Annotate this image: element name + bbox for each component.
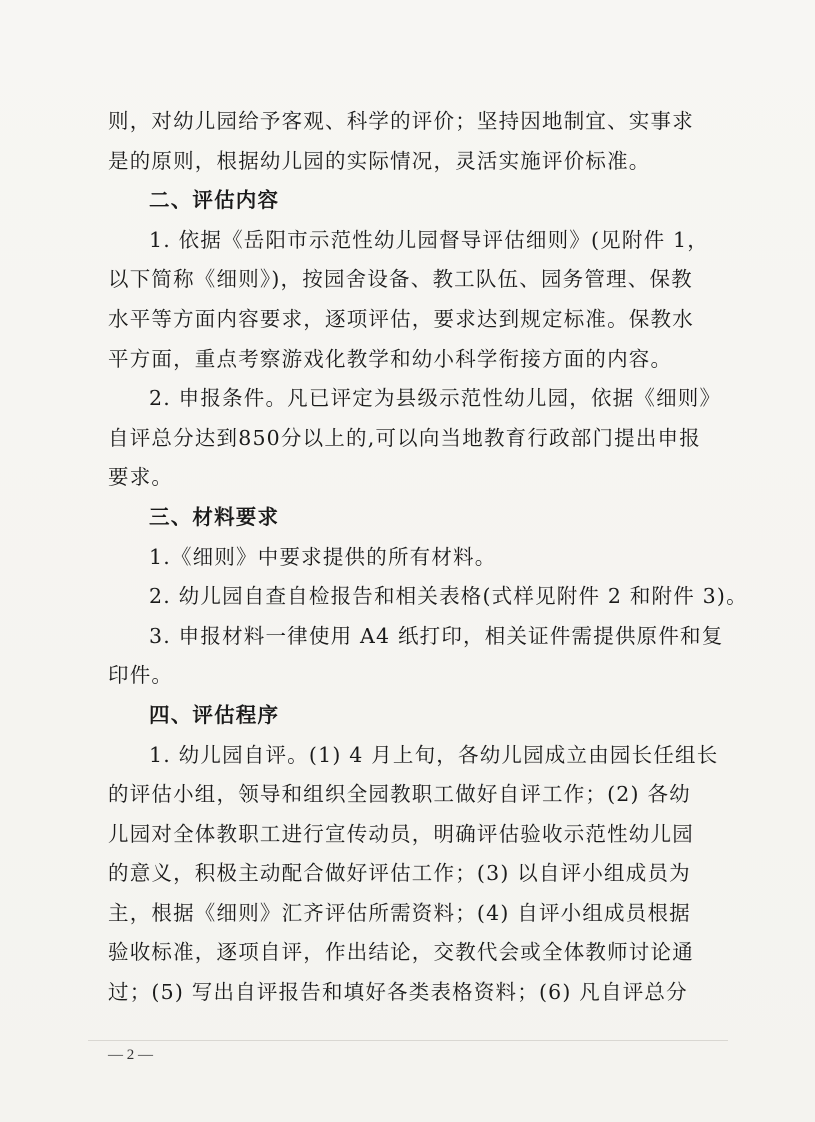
text-line: 是的原则，根据幼儿园的实际情况，灵活实施评价标准。 <box>108 148 651 173</box>
page-number: — 2 — <box>108 1047 153 1063</box>
section-heading: 四、评估程序 <box>149 702 280 727</box>
document-body <box>108 102 748 1013</box>
text-line: 的意义，积极主动配合做好评估工作；(3) 以自评小组成员为 <box>108 861 691 886</box>
text-line: 1. 依据《岳阳市示范性幼儿园督导评估细则》(见附件 1， <box>149 227 709 252</box>
text-line: 1. 幼儿园自评。(1) 4 月上旬，各幼儿园成立由园长任组长 <box>149 742 719 767</box>
text-line: 水平等方面内容要求，逐项评估，要求达到规定标准。保教水 <box>108 306 694 331</box>
text-line: 2. 申报条件。凡已评定为县级示范性幼儿园，依据《细则》 <box>149 386 722 411</box>
text-line: 要求。 <box>108 465 174 490</box>
text-line: 印件。 <box>108 663 174 688</box>
text-line: 验收标准，逐项自评，作出结论，交教代会或全体教师讨论通 <box>108 940 694 965</box>
text-line: 平方面，重点考察游戏化教学和幼小科学衔接方面的内容。 <box>108 346 673 371</box>
section-heading: 二、评估内容 <box>149 188 280 213</box>
text-line: 的评估小组，领导和组织全园教职工做好自评工作；(2) 各幼 <box>108 782 691 807</box>
footer-divider <box>88 1040 728 1041</box>
text-line: 自评总分达到850分以上的,可以向当地教育行政部门提出申报 <box>108 425 701 450</box>
text-line: 主，根据《细则》汇齐评估所需资料；(4) 自评小组成员根据 <box>108 900 691 925</box>
text-line: 1.《细则》中要求提供的所有材料。 <box>149 544 497 569</box>
text-line: 则，对幼儿园给予客观、科学的评价；坚持因地制宜、实事求 <box>108 109 694 133</box>
text-line: 3. 申报材料一律使用 A4 纸打印，相关证件需提供原件和复 <box>149 623 724 648</box>
text-line: 儿园对全体教职工进行宣传动员，明确评估验收示范性幼儿园 <box>108 821 694 846</box>
text-line: 2. 幼儿园自查自检报告和相关表格(式样见附件 2 和附件 3)。 <box>149 584 748 609</box>
text-line: 过；(5) 写出自评报告和填好各类表格资料；(6) 凡自评总分 <box>108 980 688 1005</box>
text-line: 以下简称《细则》)，按园舍设备、教工队伍、园务管理、保教 <box>108 267 693 292</box>
section-heading: 三、材料要求 <box>149 504 280 529</box>
